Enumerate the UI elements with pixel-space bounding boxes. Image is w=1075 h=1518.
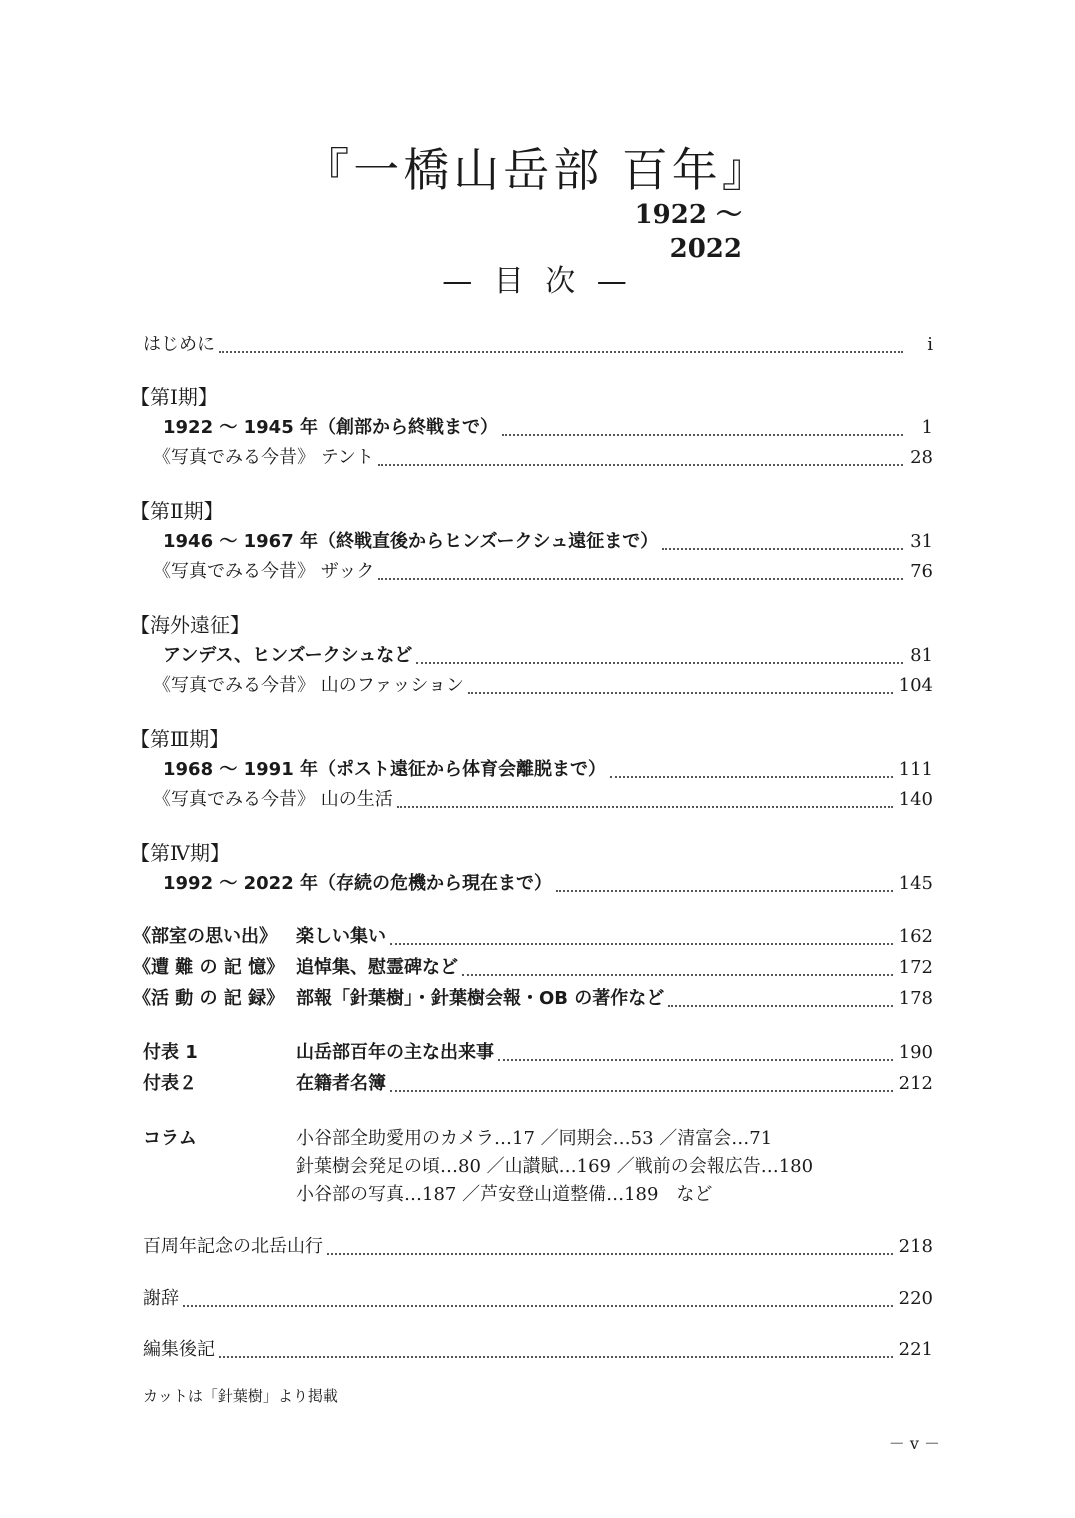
leader-dots: [183, 1305, 893, 1307]
column-line-1: 小谷部全助愛用のカメラ…17 ／同期会…53 ／清富会…71: [296, 1128, 773, 1149]
toc-entry-memory-1[interactable]: [296, 925, 933, 949]
entry-page: 28: [910, 447, 933, 468]
toc-entry-photo-2[interactable]: [153, 560, 933, 584]
toc-entry-photo-3[interactable]: [153, 674, 933, 698]
entry-page: 1: [921, 417, 933, 438]
toc-entry-appendix-1[interactable]: [296, 1041, 933, 1065]
toc-entry-period-3[interactable]: [163, 758, 933, 782]
leader-dots: [502, 434, 903, 436]
toc-entry-intro[interactable]: [143, 333, 933, 357]
column-label: コラム: [143, 1128, 197, 1149]
leader-dots: [556, 890, 893, 892]
entry-label: 《写真でみる今昔》 テント: [153, 447, 374, 468]
toc-entry-photo-4[interactable]: [153, 788, 933, 812]
column-line-2: 針葉樹会発足の頃…80 ／山讃賦…169 ／戦前の会報広告…180: [296, 1156, 814, 1177]
entry-label: 編集後記: [143, 1339, 215, 1360]
section-heading-2: 【第Ⅱ期】: [130, 499, 224, 523]
entry-label: はじめに: [143, 334, 215, 355]
entry-page: i: [927, 334, 933, 355]
entry-page: 178: [898, 988, 933, 1009]
appendix-label-1: 付表 1: [143, 1042, 198, 1063]
leader-dots: [416, 662, 903, 664]
memory-label-1: 《部室の思い出》: [133, 926, 277, 947]
leader-dots: [498, 1059, 893, 1061]
leader-dots: [378, 464, 903, 466]
leader-dots: [390, 943, 893, 945]
entry-page: 140: [898, 789, 933, 810]
book-title: 『一橋山岳部 百年』: [303, 143, 772, 197]
column-line-3: 小谷部の写真…187 ／芦安登山道整備…189 など: [296, 1184, 713, 1205]
entry-label: 1992 ～ 2022 年（存続の危機から現在まで）: [163, 873, 552, 894]
memory-label-2: 《遭 難 の 記 憶》: [133, 957, 285, 978]
entry-page: 172: [898, 957, 933, 978]
toc-entry-photo-1[interactable]: [153, 446, 933, 470]
entry-page: 162: [898, 926, 933, 947]
leader-dots: [468, 692, 893, 694]
section-heading-4: 【第Ⅳ期】: [130, 841, 230, 865]
leader-dots: [327, 1253, 893, 1255]
leader-dots: [668, 1005, 892, 1007]
leader-dots: [378, 578, 903, 580]
leader-dots: [397, 806, 893, 808]
entry-page: 212: [898, 1073, 933, 1094]
entry-label: 《写真でみる今昔》 山の生活: [153, 789, 393, 810]
leader-dots: [219, 351, 903, 353]
entry-page: 221: [898, 1339, 933, 1360]
entry-label: 山岳部百年の主な出来事: [296, 1042, 494, 1063]
year-range: 1922 ～ 2022: [634, 200, 742, 264]
entry-label: 謝辞: [143, 1288, 179, 1309]
toc-entry-acknowledgements[interactable]: [143, 1287, 933, 1311]
toc-entry-afterword[interactable]: [143, 1338, 933, 1362]
entry-label: 部報「針葉樹」・針葉樹会報・OB の著作など: [296, 988, 665, 1009]
entry-page: 104: [898, 675, 933, 696]
entry-page: 76: [910, 561, 933, 582]
entry-label: 《写真でみる今昔》 ザック: [153, 561, 375, 582]
entry-page: 145: [898, 873, 933, 894]
toc-entry-overseas[interactable]: [163, 644, 933, 668]
toc-entry-climb[interactable]: [143, 1235, 933, 1259]
footer-note: カットは「針葉樹」より掲載: [143, 1387, 338, 1405]
leader-dots: [390, 1090, 893, 1092]
toc-entry-period-4[interactable]: [163, 872, 933, 896]
leader-dots: [610, 776, 893, 778]
entry-label: 追悼集、慰霊碑など: [296, 957, 458, 978]
toc-entry-period-1[interactable]: [163, 416, 933, 440]
entry-label: 楽しい集い: [296, 926, 386, 947]
appendix-label-2: 付表２: [143, 1073, 197, 1094]
entry-page: 31: [910, 531, 933, 552]
entry-label: 1922 ～ 1945 年（創部から終戦まで）: [163, 417, 498, 438]
toc-heading: — 目 次 —: [442, 264, 633, 299]
entry-label: 百周年記念の北岳山行: [143, 1236, 323, 1257]
memory-label-3: 《活 動 の 記 録》: [133, 988, 285, 1009]
toc-entry-memory-3[interactable]: [296, 987, 933, 1011]
section-heading-1: 【第Ⅰ期】: [130, 385, 218, 409]
entry-page: 220: [898, 1288, 933, 1309]
entry-label: 1946 ～ 1967 年（終戦直後からヒンズークシュ遠征まで）: [163, 531, 659, 552]
entry-label: アンデス、ヒンズークシュなど: [163, 645, 413, 666]
entry-label: 《写真でみる今昔》 山のファッション: [153, 675, 464, 696]
leader-dots: [462, 974, 893, 976]
leader-dots: [219, 1356, 893, 1358]
section-heading-3: 【第Ⅲ期】: [130, 727, 230, 751]
entry-label: 1968 ～ 1991 年（ポスト遠征から体育会離脱まで）: [163, 759, 606, 780]
entry-page: 111: [898, 759, 933, 780]
entry-label: 在籍者名簿: [296, 1073, 386, 1094]
entry-page: 190: [898, 1042, 933, 1063]
toc-entry-memory-2[interactable]: [296, 956, 933, 980]
section-heading-overseas: 【海外遠征】: [130, 613, 250, 637]
page-number: － v －: [888, 1434, 940, 1453]
leader-dots: [662, 548, 903, 550]
toc-entry-period-2[interactable]: [163, 530, 933, 554]
entry-page: 81: [910, 645, 933, 666]
toc-entry-appendix-2[interactable]: [296, 1072, 933, 1096]
entry-page: 218: [898, 1236, 933, 1257]
